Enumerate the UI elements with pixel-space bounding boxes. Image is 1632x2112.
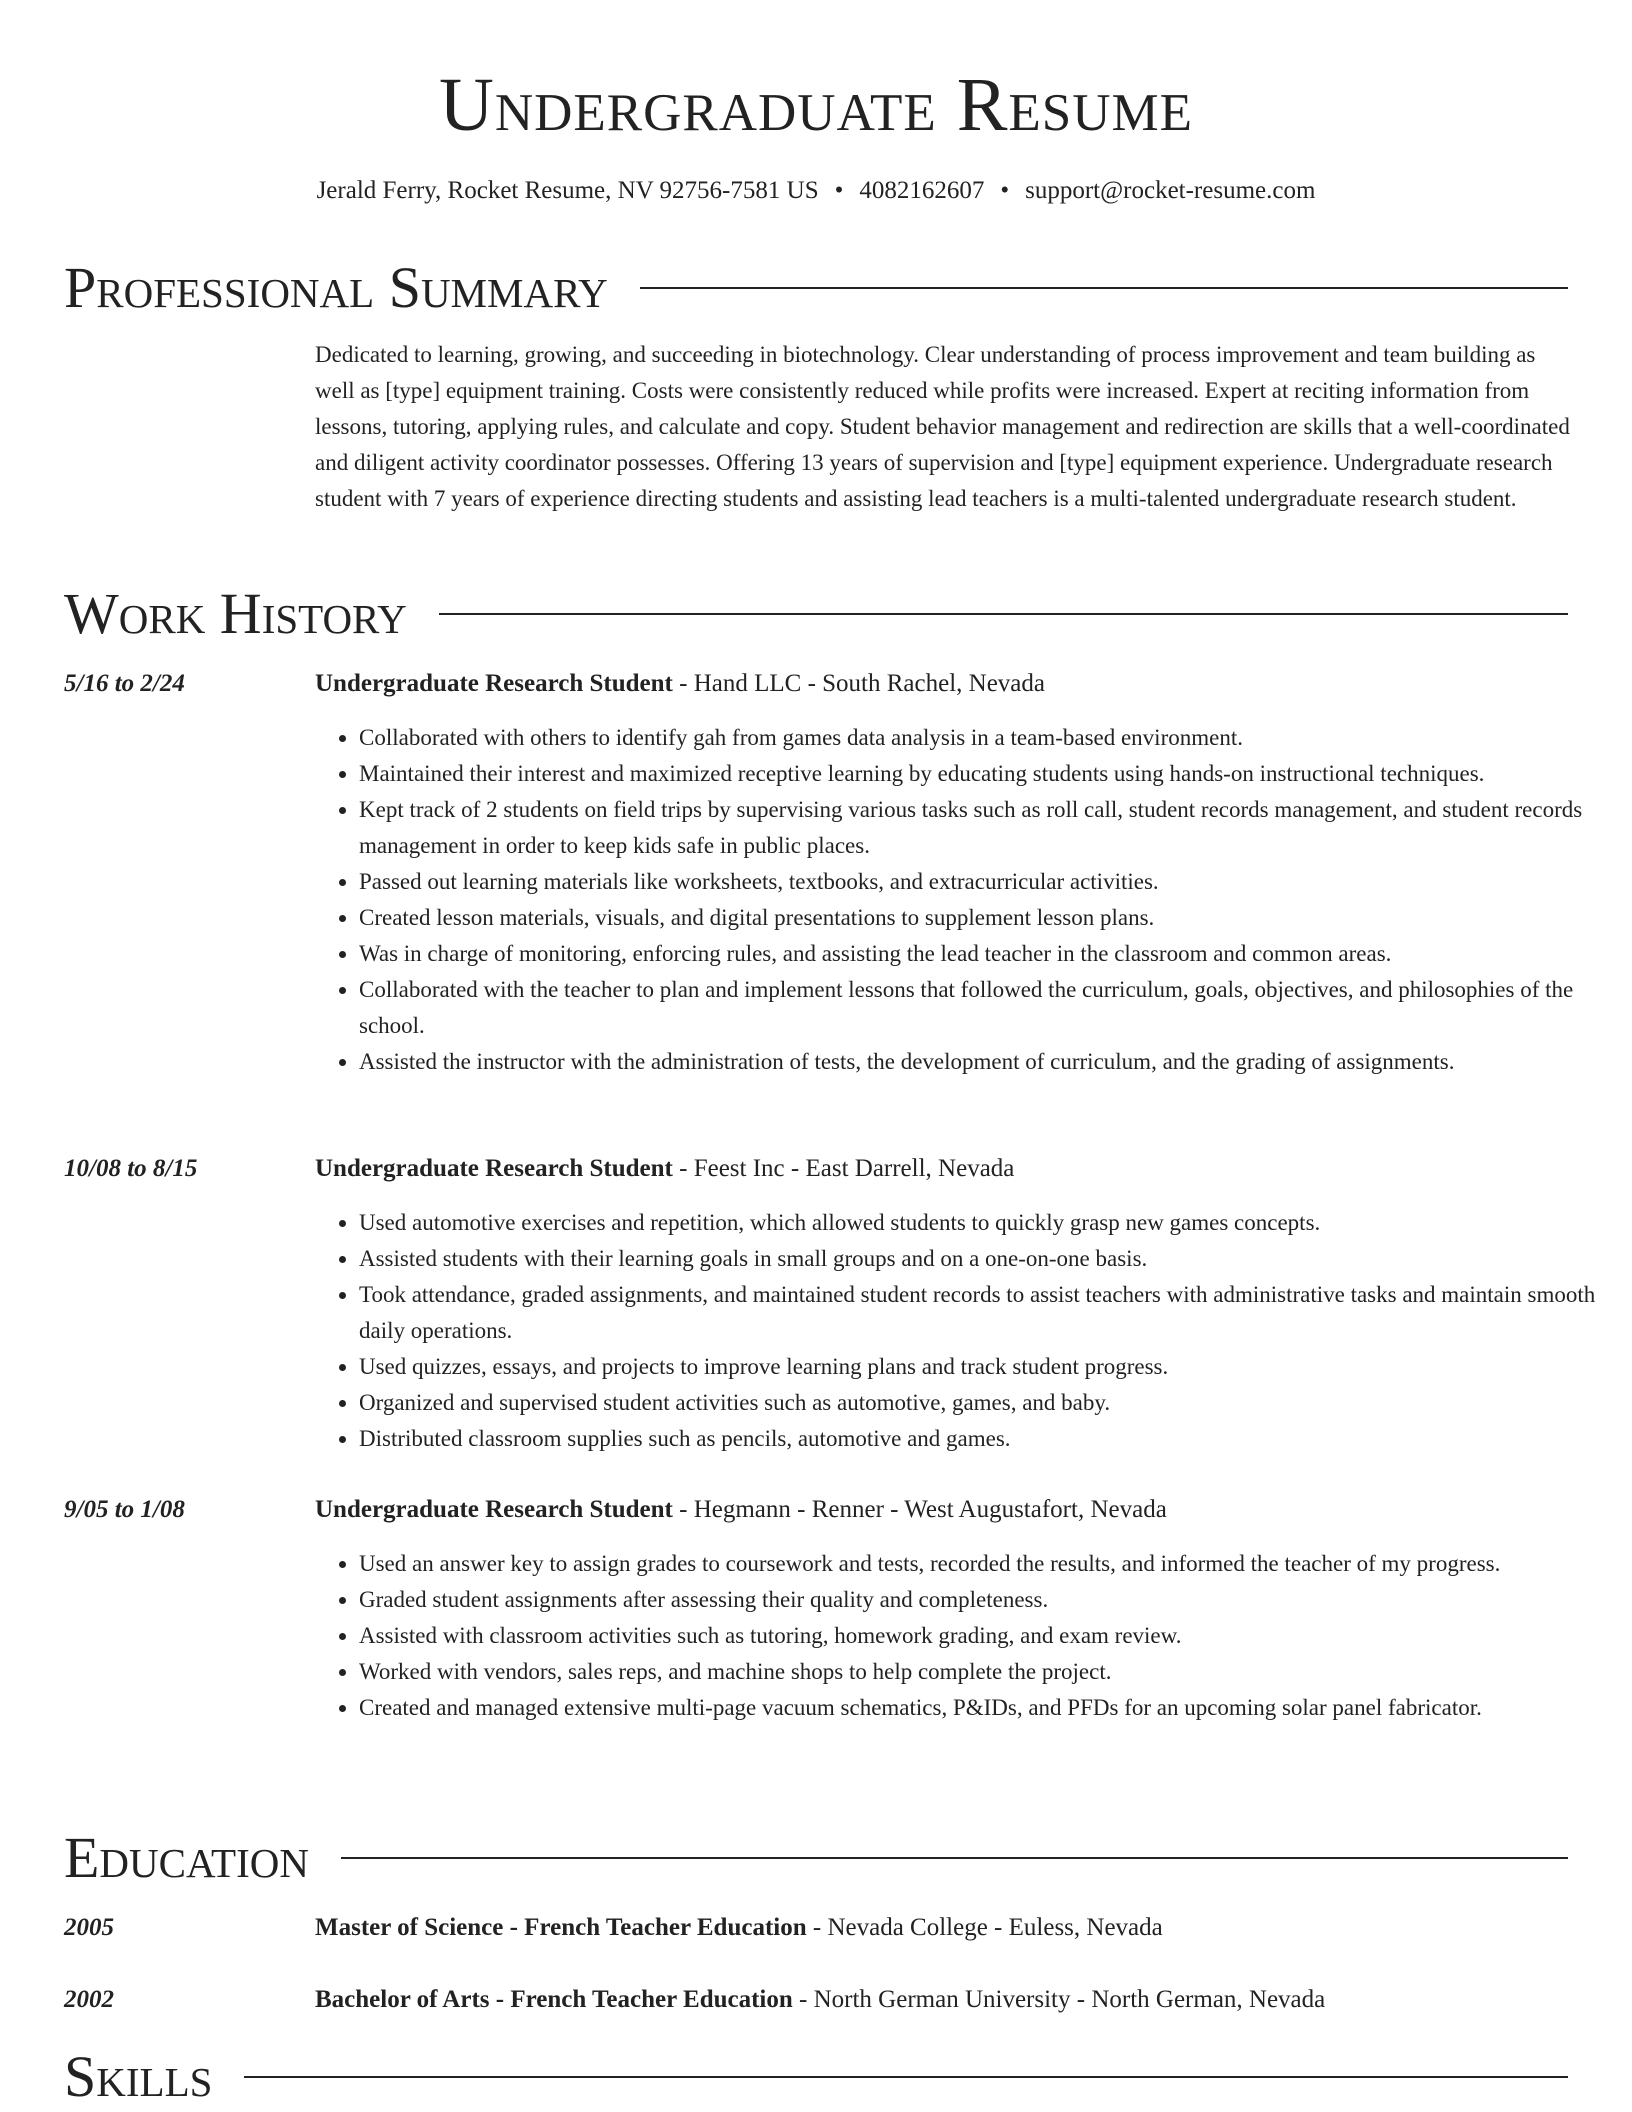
section-divider (244, 2076, 1568, 2078)
contact-separator: • (1000, 177, 1010, 204)
section-work-heading (64, 582, 1568, 646)
education-heading (315, 1912, 1163, 1944)
education-details: - North German University - North German, Nevada (792, 1986, 1326, 2013)
list-item: • Collaborated with others to identify gah from games data analysis in a team-based environment. (359, 720, 1617, 756)
section-divider (439, 613, 1568, 615)
education-details: - Nevada College - Euless, Nevada (806, 1914, 1163, 1941)
job-heading (315, 1153, 1014, 1185)
section-divider (341, 1857, 1568, 1859)
list-item: • Assisted students with their learning goals in small groups and on a one-on-one basis. (359, 1241, 1617, 1277)
section-title: Education (64, 1825, 309, 1890)
job-dates: 10/08 to 8/15 (64, 1155, 198, 1182)
section-education-heading (64, 1826, 1568, 1890)
job-details: - Feest Inc - East Darrell, Nevada (672, 1155, 1015, 1182)
contact-phone: 4082162607 (859, 177, 985, 204)
section-divider (640, 287, 1568, 289)
list-item: • Assisted with classroom activities such as tutoring, homework grading, and exam review. (359, 1618, 1617, 1654)
job-details: - Hand LLC - South Rachel, Nevada (672, 670, 1045, 697)
list-item: • Used an answer key to assign grades to coursework and tests, recorded the results, and informed the teacher of my progress. (359, 1546, 1617, 1582)
section-title: Professional Summary (64, 255, 608, 320)
list-item: • Created lesson materials, visuals, and digital presentations to supplement lesson plans. (359, 900, 1617, 936)
education-heading (315, 1984, 1325, 2016)
summary-text: Dedicated to learning, growing, and succeeding in biotechnology. Clear understanding of process improvement and team building as well as [type] equipment training. Costs were consistently reduced while profits were increased. Expert at reciting information from lessons, tutoring, applying rules, and calculate and copy. Student behavior management and redirection are skills that a well-coordinated and diligent activity coordinator possesses. Offering 13 years of supervision and [type] equipment experience. Undergraduate research student with 7 years of experience directing students and assisting lead teachers is a multi-talented undergraduate research student. (315, 342, 1570, 511)
job-heading (315, 1494, 1167, 1526)
job-bullets (315, 1205, 1617, 1457)
contact-address: Jerald Ferry, Rocket Resume, NV 92756-7581 US (316, 177, 819, 204)
contact-line (0, 175, 1632, 207)
contact-email: support@rocket-resume.com (1025, 177, 1316, 204)
list-item: • Graded student assignments after assessing their quality and completeness. (359, 1582, 1617, 1618)
job-bullets (315, 720, 1617, 1080)
education-degree: Bachelor of Arts - French Teacher Education (315, 1986, 793, 2013)
resume-title: Undergraduate Resume (438, 63, 1194, 147)
section-summary-heading (64, 256, 1568, 320)
job-details: - Hegmann - Renner - West Augustafort, Nevada (672, 1496, 1167, 1523)
list-item: • Was in charge of monitoring, enforcing rules, and assisting the lead teacher in the classroom and common areas. (359, 936, 1617, 972)
list-item: • Kept track of 2 students on field trips by supervising various tasks such as roll call, student records management, and student records management in order to keep kids safe in public places. (359, 792, 1617, 864)
job-title: Undergraduate Research Student (315, 1496, 673, 1523)
job-title: Undergraduate Research Student (315, 1155, 673, 1182)
contact-separator: • (834, 177, 844, 204)
job-dates: 9/05 to 1/08 (64, 1496, 185, 1523)
list-item: • Used quizzes, essays, and projects to improve learning plans and track student progress. (359, 1349, 1617, 1385)
list-item: • Passed out learning materials like worksheets, textbooks, and extracurricular activities. (359, 864, 1617, 900)
job-dates: 5/16 to 2/24 (64, 670, 185, 697)
education-year: 2005 (64, 1914, 114, 1941)
list-item: • Assisted the instructor with the administration of tests, the development of curriculum, and the grading of assignments. (359, 1044, 1617, 1080)
list-item: • Took attendance, graded assignments, and maintained student records to assist teachers with administrative tasks and maintain smooth daily operations. (359, 1277, 1617, 1349)
list-item: • Worked with vendors, sales reps, and machine shops to help complete the project. (359, 1654, 1617, 1690)
list-item: • Used automotive exercises and repetition, which allowed students to quickly grasp new games concepts. (359, 1205, 1617, 1241)
section-title: Work History (64, 581, 407, 646)
section-skills-heading (64, 2045, 1568, 2109)
job-title: Undergraduate Research Student (315, 670, 673, 697)
list-item: • Maintained their interest and maximized receptive learning by educating students using hands-on instructional techniques. (359, 756, 1617, 792)
list-item: • Collaborated with the teacher to plan and implement lessons that followed the curriculum, goals, objectives, and philosophies of the school. (359, 972, 1617, 1044)
list-item: • Created and managed extensive multi-page vacuum schematics, P&IDs, and PFDs for an upcoming solar panel fabricator. (359, 1690, 1617, 1726)
job-heading (315, 668, 1045, 700)
education-degree: Master of Science - French Teacher Education (315, 1914, 807, 1941)
list-item: • Distributed classroom supplies such as pencils, automotive and games. (359, 1421, 1617, 1457)
section-title: Skills (64, 2044, 213, 2109)
list-item: • Organized and supervised student activities such as automotive, games, and baby. (359, 1385, 1617, 1421)
education-year: 2002 (64, 1986, 114, 2013)
job-bullets (315, 1546, 1617, 1726)
